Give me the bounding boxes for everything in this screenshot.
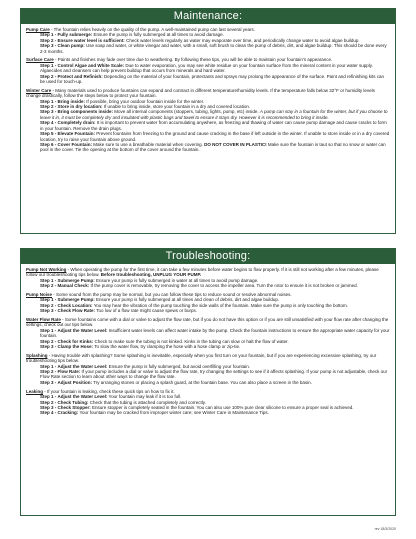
winter-care-step-3-note: A pump can stay in a fountain for the winter, but if you choose to leave it in, it must be completely dry and insulated with plastic bags and towel to ensure it stays dry. However it is recommended to bring it inside. [40,109,388,120]
water-flow-rate-step-2: Step 2 - Check for Kinks: Check to make sure the tubing is not kinked. Kinks in the tubing can slow or halt the flow of water. [40,338,289,344]
surface-care-intro: - Paints and finishes may fade over time due to weathering. By following these tips, you will be able to maintain your fountain's appearance. [53,57,333,63]
pump-noise-step-1: Step 1 - Submerge Pump: Ensure your pump is fully submerged at all times and clean of debris, dirt and algae buildup. [40,297,280,303]
surface-care-step-1: Step 1 - Control Algae and White Scale: Due to water evaporation, you may see white residue on your fountain surface from the mineral content in your water supply. Algaecides and cleansers can help prevent buildup that occurs from minerals and hard water. [40,62,373,74]
splashing-section: Splashing - Having trouble with splashing? Some splashing is inevitable, especially when you first turn on your fountain, but if you are experiencing excessive splashing, try our troubleshooting tips below. Step 1 - Adjust the Water Level: Ensure the pump is fully submerged, but avoid overfilling your fountain. Step 2 - Flow Rate: If your pump includes a dial or valve to adjust the flow rate, try changing the settings to see if it affects splashing. If your pump is not adjustable, check our Flow Rate section to learn about other ways to change the flow rate. Step 3 - Adjust Position: Try arranging stones or placing a splash guard, at the fountain base. You can also place a screen in the basin. [26,353,390,385]
winter-care-step-2: Step 2 - Store in dry location: If unable to bring inside, store your fountain in a dry and covered location. [40,104,251,110]
leaking-step-3: Step 3 - Check Stopper: Ensure stopper is completely seated in the fountain. You can also use 100% pure clear silicone to ensure a proper seal is achieved. [40,404,354,410]
water-flow-rate-step-1: Step 1 - Adjust the Water Level: Insufficient water levels can affect water intake by the pump. Check the fountain instructions to ensure the appropriate water capacity for your fountain. [40,327,390,339]
maintenance-title: Maintenance: [21,9,395,24]
pump-care-section [26,27,390,54]
pump-not-working-step-1: Step 1 - Submerge Pump: Ensure your pump is fully submerged in water at all times to avoid pump damage. [40,277,259,283]
pump-not-working-step-2: Step 2 - Manual Check: If the pump cover is removable, try removing the cover to access the impeller area. Turn the rotor to ensure it is not broken or jammed. [40,283,358,289]
winter-care-section [26,88,390,153]
leaking-heading: Leaking [26,388,44,394]
maintenance-panel [20,8,396,234]
leaking-section: Leaking - If your fountain is leaking, check these quick tips on how to fix it. Step 1 - Adjust the Water Level: Your fountain may leak if it is too full. Step 2 - Check Tubing: Check that the tubing is attached completely and correctly. Step 3 - Check Stopper: Ensure stopper is completely seated in the fountain. You can also use 100% pure clear silicone to ensure a proper seal is achieved. Step 4 - Cracking: Your fountain may be cracked from improper winter care; see Winter Care in Maintenance Tips. [26,389,390,416]
winter-care-step-5: Step 5 - Elevate Fountain: Prevent fountains from freezing to the ground and cause cracking in the base if left outside in the winter. If unable to store inside or in a dry covered location, try to raise your fountain above ground. [40,131,390,142]
water-flow-rate-step-3: Step 3 - Clamp the Hose: To slow the water flow, try clamping the hose with a hose clamp or zip-tie. [40,344,241,350]
pump-noise-section: Pump Noise - Some sound from the pump may be normal, but you can follow these tips to reduce sound or resolve abnormal noises. Step 1 - Submerge Pump: Ensure your pump is fully submerged at all times and clean of debris, dirt and algae buildup. Step 2 - Check Location: You may hear the vibration of the pump touching the side walls of the fountain. Make sure the pump is only touching the bottom. Step 3 - Check Flow Rate: Too low of a flow rate might cause spews or burps. [26,292,390,314]
pump-care-step-2: Step 2 - Ensure water level is sufficient: Check water levels regularly as water may evaporate over time, and periodically change water to avoid algae buildup. [40,37,360,43]
winter-care-step-6: Step 6 - Cover Fountain: Make sure to use a breathable material when covering. DO NOT COVER IN PLASTIC! Make sure the fountain is taut so that no snow or water can pool in the cover. Tie the opening at the bottom of the cover around the fountain. [40,141,386,153]
version-label: rev 18/3/2020 [374,527,396,531]
splashing-step-3: Step 3 - Adjust Position: Try arranging stones or placing a splash guard, at the fountain base. You can also place a screen in the basin. [40,379,312,385]
pump-care-intro: - The fountain relies heavily on the quality of the pump. A well-maintained pump can last several years. [49,27,256,32]
surface-care-step-2: Step 2 - Protect and Refinish: Depending on the material of your fountain, protectants and sprays may prolong the appearance of the surface. Paint and refinishing kits can be used for touch-up. [40,73,384,85]
winter-care-step-4: Step 4 - Completely drain: It is important to prevent water from accumulating anywhere, as freezing and thawing of water can cause pump damage and cause cracks to form in your fountain. Remove the drain plugs. [40,120,387,131]
troubleshooting-title: Troubleshooting: [21,249,395,264]
leaking-step-4: Step 4 - Cracking: Your fountain may be cracked from improper winter care; see Winter Care in Maintenance Tips. [40,410,269,416]
winter-care-step-3: Step 3 - Bring components inside: Move all internal components (stoppers, tubing, lights, pump, etc) inside. A pump can stay in a fountain for the winter, but if you choose to leave it in, it must be completely dry and insulated with plastic bags and towel to ensure it stays dry. However it is recommended to bring it inside. [40,109,388,120]
splashing-step-1: Step 1 - Adjust the Water Level: Ensure the pump is fully submerged, but avoid overfilling your fountain. [40,363,250,369]
winter-care-heading: Winter Care [26,87,52,93]
pump-care-heading: Pump Care [26,27,50,32]
pump-not-working-section: Pump Not Working - When operating the pump for the first time, it can take a few minutes before water begins to flow properly. If it is still not working after a few minutes, please follow our troubleshooting tips below. Before troubleshooting, UNPLUG YOUR PUMP. Step 1 - Submerge Pump: Ensure your pump is fully submerged in water at all times to avoid pump damage. Step 2 - Manual Check: If the pump cover is removable, try removing the cover to access the impeller area. Turn the rotor to ensure it is not broken or jammed. [26,267,390,289]
leaking-step-1: Step 1 - Adjust the Water Level: Your fountain may leak if it is too full. [40,394,182,400]
unplug-warning: Before troubleshooting, UNPLUG YOUR PUMP. [100,272,202,278]
leaking-step-2: Step 2 - Check Tubing: Check that the tubing is attached completely and correctly. [40,399,206,405]
pump-care-step-3: Step 3 - Clean pump: Use soap and water, or white vinegar and water, with a small, soft brush to clean the pump of debris, dirt, and algae buildup. This should be done every 2-3 months. [40,43,387,54]
winter-care-intro: - Many materials used to produce fountains can expand and contract in different temperature/humidity levels. If the temperature falls below 32°F or humidity levels change drastically, follow the steps below to protect your fountain. [26,87,375,99]
water-flow-rate-heading: Water Flow Rate [26,317,61,323]
surface-care-section [26,57,390,84]
troubleshooting-panel [20,248,396,516]
surface-care-heading: Surface Care [26,57,54,63]
pump-noise-heading: Pump Noise [26,292,53,298]
splashing-step-2: Step 2 - Flow Rate: If your pump includes a dial or valve to adjust the flow rate, try changing the settings to see if it affects splashing. If your pump is not adjustable, check our Flow Rate section to learn about other ways to change the flow rate. [40,369,388,380]
water-flow-rate-section: Water Flow Rate - Some fountains come with a dial or valve to adjust the flow rate, but if you do not have this option or if you are still unsatisfied with your flow rate after changing the settings, check out our tips below. Step 1 - Adjust the Water Level: Insufficient water levels can affect water intake by the pump. Check the fountain instructions to ensure the appropriate water capacity for your fountain. Step 2 - Check for Kinks: Check to make sure the tubing is not kinked. Kinks in the tubing can slow or halt the flow of water. Step 3 - Clamp the Hose: To slow the water flow, try clamping the hose with a hose clamp or zip-tie. [26,317,390,350]
pump-noise-step-3: Step 3 - Check Flow Rate: Too low of a flow rate might cause spews or burps. [40,308,198,314]
winter-care-step-1: Step 1 - Bring inside: If possible, bring your outdoor fountain inside for the winter. [40,98,205,104]
pump-not-working-heading: Pump Not Working [26,267,67,272]
splashing-heading: Splashing [26,352,48,358]
pump-care-step-1: Step 1 - Fully submerge: Ensure the pump is fully submerged at all times to avoid damage. [40,32,224,38]
winter-care-warning: DO NOT COVER IN PLASTIC! [204,141,267,147]
pump-noise-step-2: Step 2 - Check Location: You may hear the vibration of the pump touching the side walls of the fountain. Make sure the pump is only touching the bottom. [40,302,348,308]
